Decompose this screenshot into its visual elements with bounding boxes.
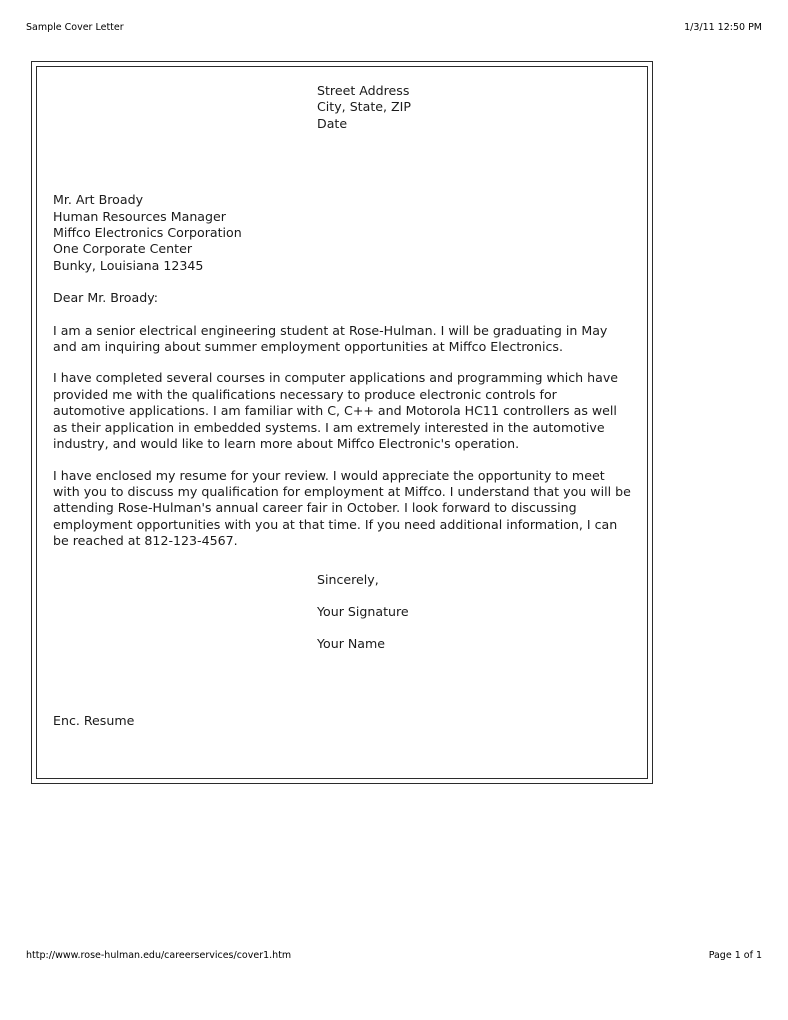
recipient-address-line: One Corporate Center bbox=[53, 241, 192, 257]
sender-address-line: City, State, ZIP bbox=[317, 99, 411, 115]
print-footer-url: http://www.rose-hulman.edu/careerservices/cover1.htm bbox=[26, 950, 292, 961]
print-footer bbox=[26, 950, 762, 962]
recipient-address-line: Miffco Electronics Corporation bbox=[53, 225, 242, 241]
closing-sincerely: Sincerely, bbox=[317, 571, 379, 587]
spacer bbox=[53, 550, 631, 572]
recipient-address-line: Human Resources Manager bbox=[53, 208, 226, 224]
body-paragraph: I have enclosed my resume for your review. I would appreciate the opportunity to meet with you to discuss my qualification for employment at Miffco. I understand that you will be attending Rose-Hulman's annual career fair in October. I look forward to discussing employment opportunities with you at that time. If you need additional information, I can be reached at 812-123-4567. bbox=[53, 467, 631, 549]
recipient-address-line: Bunky, Louisiana 12345 bbox=[53, 257, 204, 273]
print-header-timestamp: 1/3/11 12:50 PM bbox=[684, 22, 762, 33]
spacer bbox=[53, 274, 631, 290]
recipient-address-block bbox=[53, 192, 631, 274]
closing-signature: Your Signature bbox=[317, 603, 409, 619]
body-paragraph: I have completed several courses in computer applications and programming which have provided me with the qualifications necessary to produce electronic controls for automotive applications. I am familiar with C, C++ and Motorola HC11 controllers as well as their application in embedded systems. I am extremely interested in the automotive industry, and would like to learn more about Miffco Electronic's operation. bbox=[53, 370, 619, 452]
sender-address-block bbox=[317, 83, 631, 132]
sender-address-line: Date bbox=[317, 115, 348, 131]
spacer bbox=[53, 307, 631, 323]
closing-block bbox=[317, 572, 631, 653]
sender-address-line: Street Address bbox=[317, 83, 410, 98]
enclosure-note: Enc. Resume bbox=[53, 712, 135, 728]
body-paragraph: I am a senior electrical engineering student at Rose-Hulman. I will be graduating in May and am inquiring about summer employment opportunities at Miffco Electronics. bbox=[53, 322, 608, 355]
spacer bbox=[53, 132, 631, 192]
print-header-title: Sample Cover Letter bbox=[26, 22, 124, 33]
closing-name: Your Name bbox=[317, 636, 386, 652]
recipient-address-line: Mr. Art Broady bbox=[53, 192, 144, 208]
letter-page bbox=[31, 61, 653, 784]
spacer bbox=[53, 653, 631, 713]
print-header bbox=[26, 22, 762, 34]
print-footer-page: Page 1 of 1 bbox=[708, 950, 762, 961]
salutation: Dear Mr. Broady: bbox=[53, 290, 158, 306]
letter-content bbox=[53, 83, 631, 729]
